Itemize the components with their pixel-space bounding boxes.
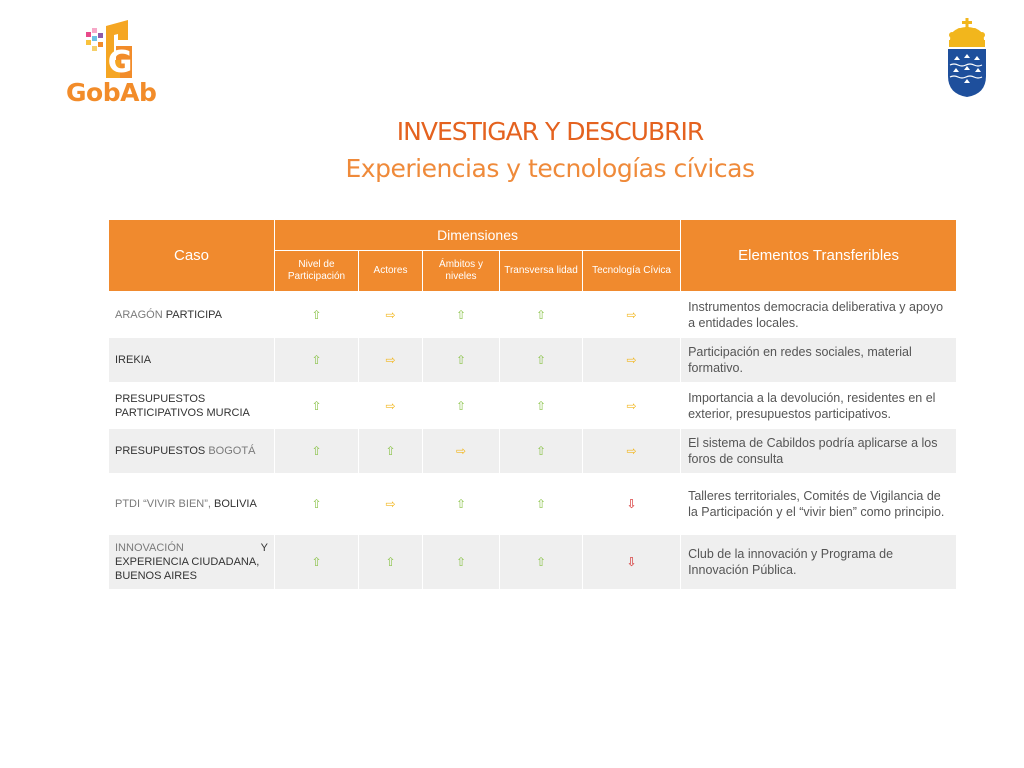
gobab-logo [66, 20, 156, 110]
caso-cell: PRESUPUESTOS PARTICIPATIVOS MURCIA [109, 383, 275, 429]
caso-cell: INNOVACIÓN Y EXPERIENCIA CIUDADANA, BUENOS AIRES [109, 535, 275, 590]
arrow-up-icon: ⇧ [423, 383, 500, 429]
canarias-coat-of-arms-icon [944, 18, 990, 98]
header-tecnologia: Tecnología Cívica [583, 251, 681, 292]
arrow-right-icon: ⇨ [359, 474, 423, 535]
page-subtitle: Experiencias y tecnologías cívicas [345, 154, 755, 183]
elementos-cell: Instrumentos democracia deliberativa y apoyo a entidades locales. [681, 292, 957, 338]
header-actores: Actores [359, 251, 423, 292]
arrow-up-icon: ⇧ [423, 474, 500, 535]
arrow-right-icon: ⇨ [359, 338, 423, 383]
arrow-up-icon: ⇧ [275, 338, 359, 383]
arrow-up-icon: ⇧ [500, 338, 583, 383]
table-row [109, 535, 957, 590]
table-row [109, 292, 957, 338]
caso-cell: IREKIA [109, 338, 275, 383]
caso-cell: PRESUPUESTOS BOGOTÁ [109, 429, 275, 474]
arrow-down-icon: ⇩ [583, 474, 681, 535]
header-dimensiones: Dimensiones [275, 220, 681, 251]
elementos-cell: Talleres territoriales, Comités de Vigilancia de la Participación y el “vivir bien” como principio. [681, 474, 957, 535]
table-row [109, 429, 957, 474]
elementos-cell: Club de la innovación y Programa de Innovación Pública. [681, 535, 957, 590]
elementos-cell: Importancia a la devolución, residentes en el exterior, presupuestos participativos. [681, 383, 957, 429]
arrow-up-icon: ⇧ [275, 383, 359, 429]
arrow-down-icon: ⇩ [583, 535, 681, 590]
experiences-table [108, 219, 957, 590]
arrow-up-icon: ⇧ [500, 383, 583, 429]
table-row [109, 474, 957, 535]
header-ambitos: Ámbitos y niveles [423, 251, 500, 292]
arrow-up-icon: ⇧ [275, 292, 359, 338]
arrow-right-icon: ⇨ [423, 429, 500, 474]
header-transversalidad: Transversa lidad [500, 251, 583, 292]
arrow-right-icon: ⇨ [583, 292, 681, 338]
arrow-up-icon: ⇧ [500, 429, 583, 474]
gobab-logo-text: GobAb [66, 78, 157, 107]
arrow-up-icon: ⇧ [275, 474, 359, 535]
arrow-up-icon: ⇧ [275, 429, 359, 474]
title-block [300, 112, 800, 186]
arrow-right-icon: ⇨ [583, 429, 681, 474]
header-caso: Caso [109, 220, 275, 292]
header-elementos: Elementos Transferibles [681, 220, 957, 292]
arrow-right-icon: ⇨ [359, 292, 423, 338]
caso-cell: PTDI “VIVIR BIEN”, BOLIVIA [109, 474, 275, 535]
arrow-up-icon: ⇧ [275, 535, 359, 590]
page-title: INVESTIGAR Y DESCUBRIR [396, 117, 704, 146]
arrow-up-icon: ⇧ [500, 292, 583, 338]
arrow-right-icon: ⇨ [583, 383, 681, 429]
elementos-cell: El sistema de Cabildos podría aplicarse a los foros de consulta [681, 429, 957, 474]
arrow-up-icon: ⇧ [500, 535, 583, 590]
arrow-right-icon: ⇨ [583, 338, 681, 383]
header-nivel: Nivel de Participación [275, 251, 359, 292]
arrow-up-icon: ⇧ [500, 474, 583, 535]
arrow-up-icon: ⇧ [359, 429, 423, 474]
table-row [109, 338, 957, 383]
svg-text:G: G [107, 45, 133, 80]
gobab-logo-mark-icon [84, 20, 140, 80]
table-row [109, 383, 957, 429]
arrow-up-icon: ⇧ [423, 338, 500, 383]
elementos-cell: Participación en redes sociales, material formativo. [681, 338, 957, 383]
caso-cell: ARAGÓN PARTICIPA [109, 292, 275, 338]
arrow-up-icon: ⇧ [359, 535, 423, 590]
arrow-right-icon: ⇨ [359, 383, 423, 429]
arrow-up-icon: ⇧ [423, 292, 500, 338]
arrow-up-icon: ⇧ [423, 535, 500, 590]
